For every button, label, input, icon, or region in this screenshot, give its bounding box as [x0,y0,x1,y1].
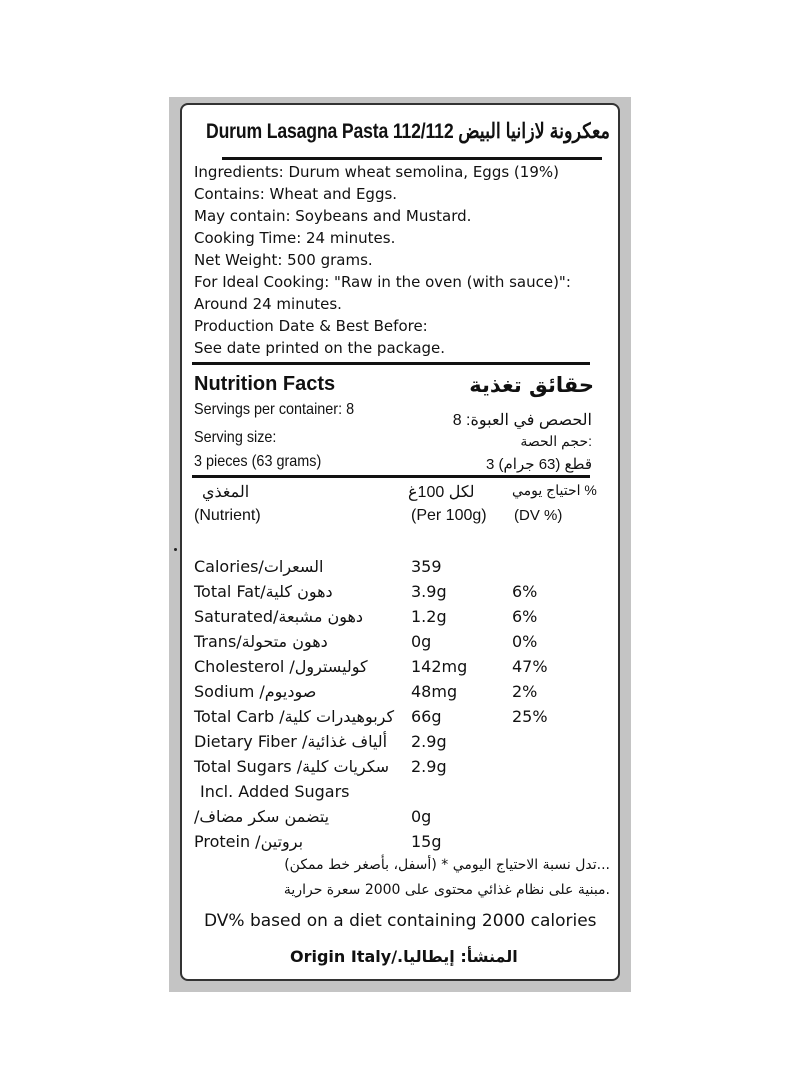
nutrient-row [194,607,614,631]
nutrient-name-ar: يتضمن سكر مضاف/ [194,807,330,826]
nutrient-name-ar: السعرات [263,557,324,576]
info-line: Contains: Wheat and Eggs. [194,185,398,203]
info-line: Net Weight: 500 grams. [194,251,373,269]
nutrient-value: 1.2g [411,607,447,626]
nutrient-row [194,782,614,806]
nutrient-name-en: Calories/ [194,557,264,576]
nutrient-name-en: Sodium / [194,682,265,701]
serving-divider [192,475,590,478]
nutrient-row [194,707,614,731]
nutrient-value: 0g [411,807,432,826]
product-title: Durum Lasagna Pasta 112/112 معكرونة لازانيا البيض [206,120,610,143]
nutrient-value: 48mg [411,682,458,701]
nutrient-value: 359 [411,557,442,576]
nutrient-dv: 6% [512,582,538,601]
nutrient-value: 3.9g [411,582,447,601]
footnote-en: DV% based on a diet containing 2000 calories [204,911,597,931]
col-nutrient-en: (Nutrient) [194,507,261,524]
nutrient-row [194,632,614,656]
origin: Origin Italy/.المنشأ: إيطاليا [290,947,518,966]
serving-amount-en: 3 pieces (63 grams) [194,453,322,470]
info-line: Around 24 minutes. [194,295,342,313]
nutrient-row [194,682,614,706]
nutrient-value: 15g [411,832,442,851]
nutrient-name-ar: ألياف غذائية [307,732,388,751]
info-line: See date printed on the package. [194,339,446,357]
nutrient-row [194,657,614,681]
nutrient-value: 66g [411,707,442,726]
serving-size-ar: حجم الحصة: [520,433,592,449]
nutrient-row [194,582,614,606]
serving-size-en: Serving size: [194,429,277,446]
nutrient-name-ar: صوديوم [264,682,317,701]
col-dv-ar: احتياج يومي % [512,482,597,498]
serving-amount-ar: 3 قطع (63 جرام) [486,456,592,473]
nutrient-dv: 2% [512,682,538,701]
col-per100-en: (Per 100g) [411,507,487,524]
nutrition-heading-ar: حقائق تغذية [469,373,594,397]
nutrient-name-en: Incl. Added Sugars [200,782,350,801]
nutrient-dv: 25% [512,707,548,726]
nutrient-name-en: Protein / [194,832,261,851]
nutrient-row [194,832,614,856]
col-dv-en: (DV %) [514,507,563,524]
col-nutrient-ar: المغذي [202,484,250,501]
stray-dot [174,548,177,551]
nutrient-name-ar: بروتين [260,832,304,851]
nutrient-name-en: Dietary Fiber / [194,732,308,751]
nutrient-value: 142mg [411,657,468,676]
info-line: For Ideal Cooking: "Raw in the oven (with sauce)": [194,273,571,291]
nutrient-name-en: Saturated/ [194,607,279,626]
nutrient-dv: 6% [512,607,538,626]
nutrition-label [180,103,620,981]
info-line: Production Date & Best Before: [194,317,428,335]
info-line: Ingredients: Durum wheat semolina, Eggs (19%) [194,163,559,181]
nutrient-value: 0g [411,632,432,651]
nutrient-name-en: Total Sugars / [194,757,303,776]
nutrient-name-ar: كربوهيدرات كلية [284,707,395,726]
nutrient-name-ar: دهون كلية [265,582,333,601]
nutrient-name-ar: دهون مشبعة [278,607,364,626]
servings-per-container-ar: الحصص في العبوة: 8 [452,412,592,429]
title-underline [222,157,602,160]
info-line: Cooking Time: 24 minutes. [194,229,396,247]
nutrient-dv: 0% [512,632,538,651]
col-per100-ar: لكل 100غ [408,484,475,501]
footnote-ar-2: مبنية على نظام غذائي محتوى على 2000 سعرة حرارية. [283,882,610,898]
nutrient-row [194,757,614,781]
footnote-ar-1: (أسفل، بأصغر خط ممكن) * تدل نسبة الاحتياج اليومي... [284,857,610,873]
nutrition-heading-en: Nutrition Facts [194,373,336,395]
nutrient-value: 2.9g [411,757,447,776]
nutrient-value: 2.9g [411,732,447,751]
nutrient-name-en: Trans/ [194,632,242,651]
nutrient-row [194,732,614,756]
nutrient-row [194,557,614,581]
nutrient-name-en: Total Carb / [194,707,285,726]
info-divider [192,362,590,365]
nutrient-name-en: Total Fat/ [194,582,266,601]
nutrient-row [194,807,614,831]
info-line: May contain: Soybeans and Mustard. [194,207,472,225]
nutrient-name-ar: سكريات كلية [302,757,389,776]
nutrient-name-ar: كوليسترول [294,657,368,676]
nutrient-name-ar: دهون متحولة [241,632,328,651]
nutrient-name-en: Cholesterol / [194,657,295,676]
nutrient-dv: 47% [512,657,548,676]
servings-per-container-en: Servings per container: 8 [194,401,355,418]
